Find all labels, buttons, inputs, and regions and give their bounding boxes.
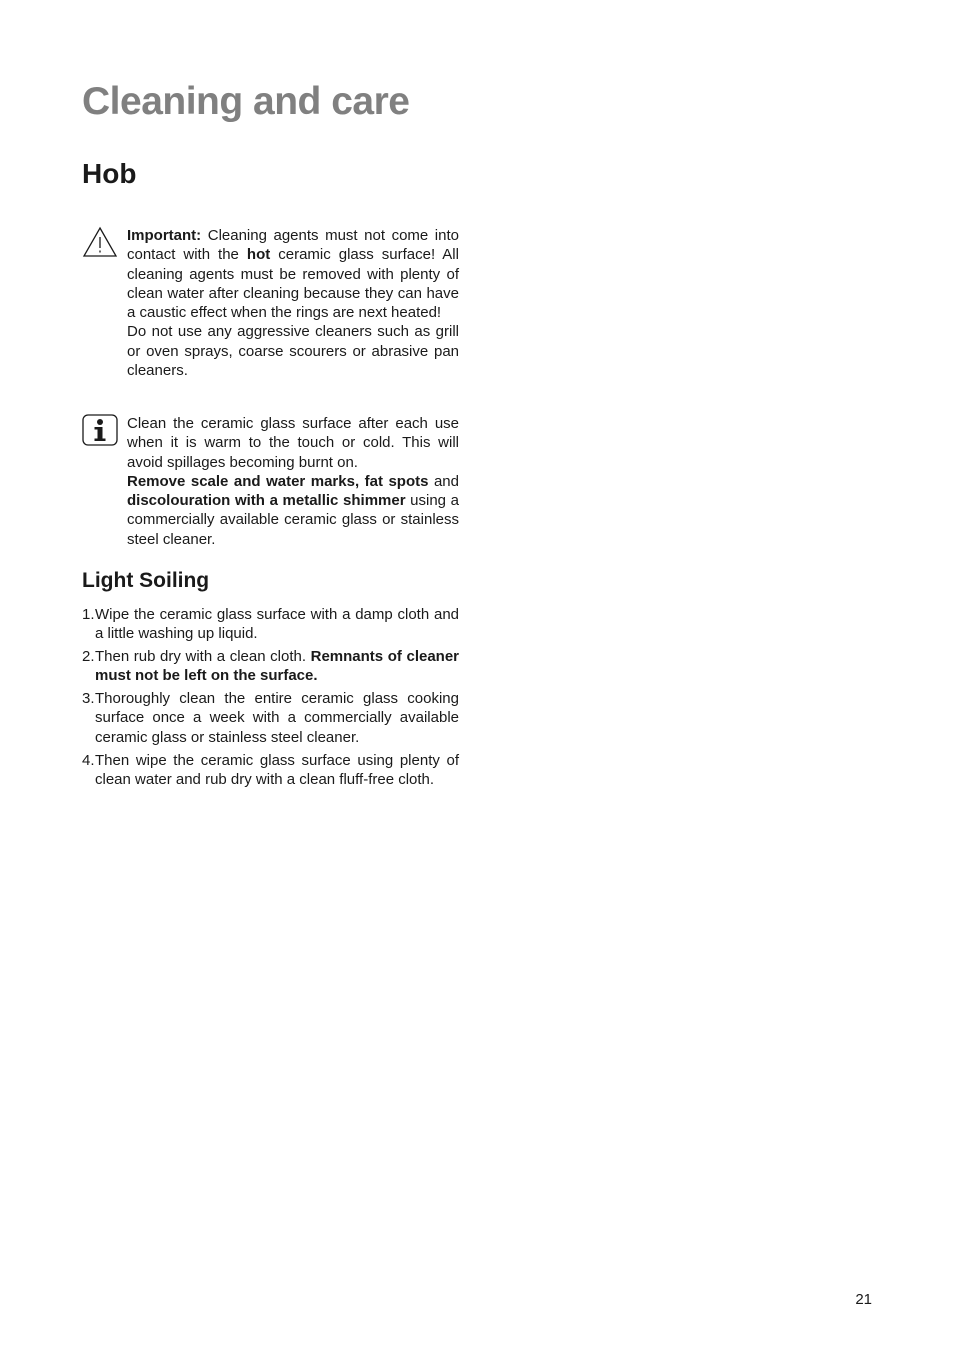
- step-text: Then wipe the ceramic glass surface using plenty of clean water and rub dry with a clean fluff-free cloth.: [95, 751, 459, 788]
- info-text-after: using a commercially available ceramic glass or stainless steel cleaner.: [127, 492, 459, 548]
- step-bold-text: Remnants of cleaner must not be left on the surface.: [95, 648, 460, 685]
- step-text: Wipe the ceramic glass surface with a damp cloth and a little washing up liquid.: [95, 606, 459, 643]
- warning-paragraph-2: Do not use any aggressive cleaners such as grill or oven sprays, coarse scourers or abrasive pan cleaners.: [127, 323, 459, 380]
- section-title-hob: Hob: [82, 158, 137, 189]
- step-number: 4.: [82, 751, 95, 769]
- info-paragraph-2: [127, 472, 459, 549]
- step-number: 1.: [82, 606, 95, 623]
- info-bold-2: discolouration with a metallic shimmer: [127, 492, 406, 510]
- hot-word: hot: [246, 246, 271, 264]
- warning-text-1: Cleaning agents must not come into contact with the: [127, 227, 459, 264]
- page-number: 21: [855, 1291, 872, 1308]
- step-text: Thoroughly clean the entire ceramic glass cooking surface once a week with a commercially available ceramic glass or stainless steel cleaner.: [95, 690, 459, 746]
- steps-list: [82, 605, 459, 793]
- info-paragraph-1: Clean the ceramic glass surface after each use when it is warm to the touch or cold. This will avoid spillages becoming burnt on.: [127, 415, 459, 471]
- step-number: 3.: [82, 690, 95, 708]
- list-item: [82, 605, 459, 644]
- info-bold-1: Remove scale and water marks, fat spots: [127, 472, 429, 490]
- list-item: [82, 689, 459, 747]
- important-label: Important:: [127, 227, 202, 244]
- step-number: 2.: [82, 648, 95, 666]
- info-and: and: [428, 472, 459, 490]
- warning-text: [127, 226, 459, 380]
- list-item: [82, 647, 459, 686]
- subsection-title-light-soiling: Light Soiling: [82, 569, 210, 592]
- warning-text-2: ceramic glass surface! All cleaning agents must be removed with plenty of clean water after cleaning because they can have a caustic effect when the rings are next heated!: [127, 246, 459, 322]
- list-item: [82, 751, 459, 790]
- step-text: Then rub dry with a clean cloth.: [95, 648, 311, 666]
- info-icon: [82, 414, 118, 446]
- warning-triangle-icon: [82, 226, 118, 258]
- page-title: Cleaning and care: [82, 80, 410, 123]
- info-text: [127, 414, 459, 549]
- warning-paragraph-1: [127, 226, 459, 322]
